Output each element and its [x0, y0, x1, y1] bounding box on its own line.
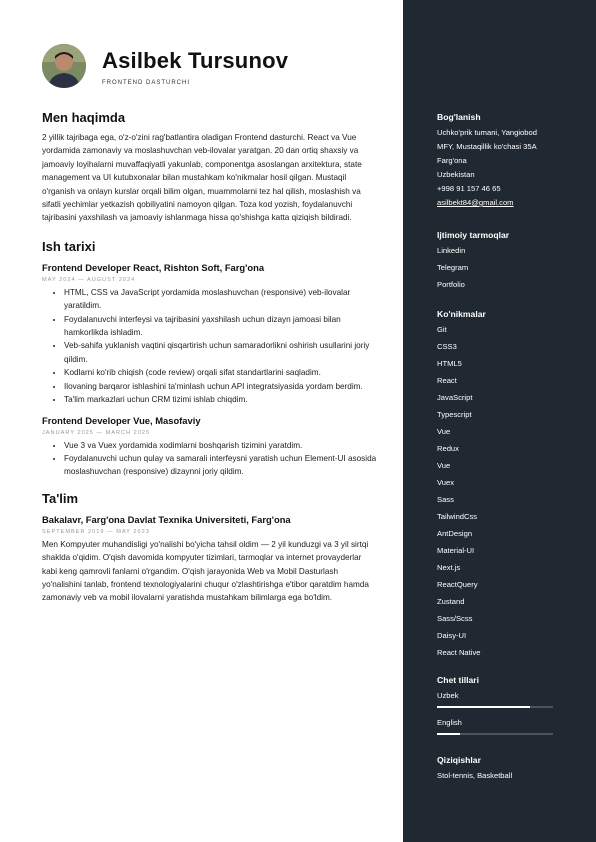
profile-text: 2 yillik tajribaga ega, o'z-o'zini rag'batlantira oladigan Frontend dasturchi. React va Vue yordamida zamonaviy va moslashuvchan veb-ilovalar yaratgan. 20 dan ortiq shaxsiy va jamoaviy loyihalarni muvaffaqiyatli yakunlab, componentga asoslangan arxitektura, state management va UI kutubxonalar bilan mustahkam ko'nikmalar hosil qilgan. Mustaqil o'rganish va onlayn kurslar orqali bilim olgan, muammolarni tez hal qilish, moslashish va sifatli yechimlar yetkazish qobiliyatini namoyon qilgan. Toza kod yozish, foydalanuvchi tajribasini yaxshilash va jamoaviy ishlanmaga hissa qo'shishga katta qiziqish bildiradi. — [42, 133, 362, 223]
skills-section — [437, 309, 557, 661]
contact-line: Uchko'prik tumani, Yangiobod — [437, 128, 537, 137]
skill-item: Sass — [437, 495, 454, 504]
education-text: Men Kompyuter muhandisligi yo'nalishi bo'yicha tahsil oldim — 2 yil kunduzgi va 3 yil sirtqi shaklda o'qidim. O'qish davomida kompyuter tizimlari, tarmoqlar va internet provayderlar kabi keng qamrovli fanlarni o'rgandim. O'qish jarayonida Web va Mobil Dasturlash yo'nalishini tanlab, frontend texnologiyalarini chuqur o'zlashtirishga e'tibor qaratdim hamda zamonaviy veb va mobil ilovalarni yaratishda mustahkam bilimlarga ega bo'ldim. — [42, 539, 369, 603]
contact-heading: Bog'lanish — [437, 112, 481, 122]
skill-item: TailwindCss — [437, 512, 478, 521]
skill-item: HTML5 — [437, 359, 462, 368]
education-dates: SEPTEMBER 2019 — MAY 2023 — [42, 528, 150, 535]
avatar-photo — [42, 44, 86, 88]
job-bullet: • Ilovaning barqaror ishlashini ta'minlash uchun API integratsiyasida yordam berdim. — [64, 380, 377, 393]
candidate-name: Asilbek Tursunov — [102, 48, 289, 73]
education-heading: Ta'lim — [42, 490, 79, 506]
skill-item: Vuex — [437, 478, 455, 487]
languages-heading: Chet tillari — [437, 675, 480, 685]
language-level-fill — [437, 733, 460, 735]
candidate-title: FRONTEND DASTURCHI — [102, 80, 190, 86]
job-dates: MAY 2024 — AUGUST 2024 — [42, 276, 136, 283]
interests-section — [437, 755, 557, 783]
job-bullet: • Vue 3 va Vuex yordamida xodimlarni boshqarish tizimini yaratdim. — [64, 439, 377, 452]
language-level-bar — [437, 706, 553, 708]
job-bullets — [42, 439, 377, 479]
experience-heading: Ish tarixi — [42, 238, 96, 254]
experience-section — [42, 239, 377, 479]
job-bullet: • Kodlarni ko'rib chiqish (code review) orqali sifat standartlarini saqladim. — [64, 366, 377, 379]
education-section — [42, 491, 377, 605]
skill-item: CSS3 — [437, 342, 457, 351]
job-bullet: • Foydalanuvchi uchun qulay va samarali interfeysni yaratish uchun Element-UI asosida moslashuvchan (responsive) dizaynni joriy qildim. — [64, 452, 377, 479]
social-link-portfolio[interactable]: Portfolio — [437, 280, 465, 289]
skill-item: Sass/Scss — [437, 614, 473, 623]
job-entry — [42, 415, 377, 479]
language-name: English — [437, 718, 462, 727]
language-item — [437, 689, 557, 708]
profile-section — [42, 110, 377, 225]
social-section — [437, 230, 557, 293]
social-link-telegram[interactable]: Telegram — [437, 263, 469, 272]
language-level-fill — [437, 706, 530, 708]
job-bullet: • Veb-sahifa yuklanish vaqtini qisqartirish uchun samaradorlikni oshirish usullarini joriy qildim. — [64, 339, 377, 366]
job-bullet: • Foydalanuvchi interfeysi va tajribasini yaxshilash uchun dizayn jamoasi bilan hamkorlikda ishladim. — [64, 313, 377, 340]
skill-item: Zustand — [437, 597, 465, 606]
language-name: Uzbek — [437, 691, 459, 700]
job-title: Frontend Developer React, Rishton Soft, Farg'ona — [42, 261, 265, 273]
job-bullet: • HTML, CSS va JavaScript yordamida moslashuvchan (responsive) veb-ilovalar yaratildim. — [64, 286, 377, 313]
interests-text: Stol-tennis, Basketball — [437, 771, 513, 780]
contact-phone: +998 91 157 46 65 — [437, 184, 501, 193]
social-link-linkedin[interactable]: Linkedin — [437, 246, 466, 255]
skill-item: Git — [437, 325, 447, 334]
skill-item: AntDesign — [437, 529, 473, 538]
interests-heading: Qiziqishlar — [437, 755, 481, 765]
skill-item: Vue — [437, 427, 451, 436]
language-level-bar — [437, 733, 553, 735]
skill-item: React — [437, 376, 457, 385]
skill-item: JavaScript — [437, 393, 473, 402]
skill-item: Vue — [437, 461, 451, 470]
sidebar-content — [437, 112, 557, 783]
contact-email-link[interactable]: asilbekt84@gmail.com — [437, 198, 514, 207]
languages-section — [437, 675, 557, 735]
social-heading: Ijtimoiy tarmoqlar — [437, 230, 510, 240]
skills-heading: Ko'nikmalar — [437, 309, 486, 319]
job-dates: JANUARY 2025 — MARCH 2025 — [42, 429, 151, 436]
contact-line: Farg'ona — [437, 156, 467, 165]
contact-section — [437, 112, 557, 210]
contact-line: Uzbekistan — [437, 170, 475, 179]
skill-item: Daisy-UI — [437, 631, 467, 640]
avatar — [42, 44, 86, 88]
job-entry — [42, 262, 377, 407]
skill-item: Material-UI — [437, 546, 475, 555]
profile-heading: Men haqimda — [42, 110, 126, 125]
skill-item: Typescript — [437, 410, 472, 419]
contact-line: MFY, Mustaqillik ko'chasi 35A — [437, 142, 537, 151]
job-bullet: • Ta'lim markazlari uchun CRM tizimi ishlab chiqdim. — [64, 393, 377, 406]
language-item — [437, 716, 557, 735]
skill-item: Next.js — [437, 563, 461, 572]
sidebar — [403, 0, 596, 842]
job-bullets — [42, 286, 377, 407]
job-title: Frontend Developer Vue, Masofaviy — [42, 414, 201, 426]
skill-item: ReactQuery — [437, 580, 478, 589]
skill-item: Redux — [437, 444, 459, 453]
skill-item: React Native — [437, 648, 481, 657]
main-content — [42, 110, 377, 605]
degree-title: Bakalavr, Farg'ona Davlat Texnika Universiteti, Farg'ona — [42, 513, 291, 525]
